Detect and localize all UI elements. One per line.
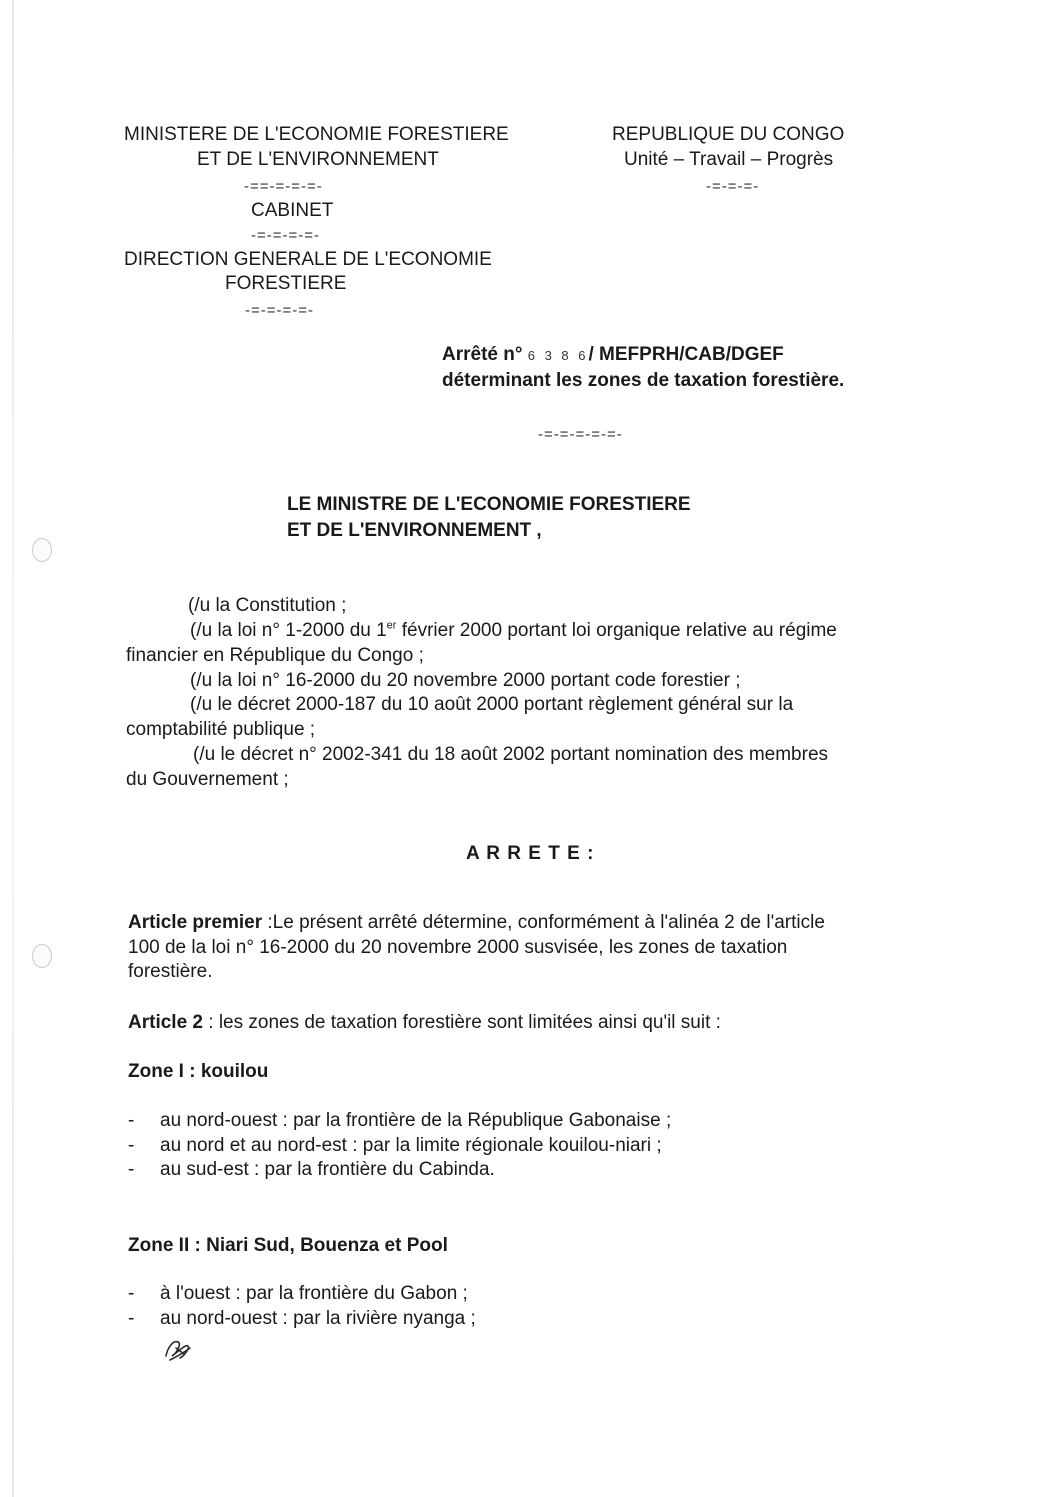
country-motto: Unité – Travail – Progrès [624, 149, 834, 170]
country-name: REPUBLIQUE DU CONGO [612, 124, 845, 145]
list-item-text: à l'ouest : par la frontière du Gabon ; [160, 1283, 468, 1304]
list-bullet: - [128, 1159, 135, 1180]
list-item [128, 1283, 468, 1305]
superscript: er [386, 619, 397, 632]
list-bullet: - [128, 1135, 135, 1156]
decree-number [442, 344, 784, 366]
separator: -=-=-=-=-=- [538, 426, 623, 443]
article-1-line2: 100 de la loi n° 16-2000 du 20 novembre 2000 susvisée, les zones de taxation [128, 937, 788, 958]
consideration-4: (/u le décret 2000-187 du 10 août 2000 portant règlement général sur la [190, 694, 794, 715]
consideration-5: (/u le décret n° 2002-341 du 18 août 2002 portant nomination des membres [193, 744, 829, 765]
minister-line1: LE MINISTRE DE L'ECONOMIE FORESTIERE [287, 494, 691, 515]
consideration-2-text: (/u la loi n° 1-2000 du 1 [190, 620, 387, 641]
article-2-label: Article 2 [128, 1012, 203, 1033]
ministry-line1: MINISTERE DE L'ECONOMIE FORESTIERE [124, 124, 509, 145]
minister-line2: ET DE L'ENVIRONNEMENT , [287, 520, 542, 541]
consideration-2-text-cont: février 2000 portant loi organique relative au régime [396, 620, 837, 641]
separator: -=-=-=-=- [245, 302, 315, 319]
consideration-5-continued: du Gouvernement ; [126, 769, 289, 790]
decree-subject: déterminant les zones de taxation forestière. [442, 370, 845, 391]
list-item-text: au nord et au nord-est : par la limite régionale kouilou-niari ; [160, 1135, 662, 1156]
list-bullet: - [128, 1283, 135, 1304]
list-item [128, 1110, 671, 1132]
separator: -=-=-=- [706, 178, 760, 195]
cabinet-label: CABINET [251, 200, 334, 221]
consideration-1: (/u la Constitution ; [188, 595, 347, 616]
direction-line2: FORESTIERE [225, 273, 347, 294]
punch-hole [32, 538, 52, 562]
ministry-line2: ET DE L'ENVIRONNEMENT [197, 149, 439, 170]
punch-hole [32, 944, 52, 968]
article-2 [128, 1012, 721, 1034]
separator: -==-=-=-=- [244, 178, 323, 195]
consideration-2 [190, 620, 837, 642]
list-bullet: - [128, 1110, 135, 1131]
direction-line1: DIRECTION GENERALE DE L'ECONOMIE [124, 249, 492, 270]
decree-prefix: Arrêté n° [442, 344, 523, 365]
list-item [128, 1308, 476, 1330]
consideration-2-continued: financier en République du Congo ; [126, 645, 424, 666]
article-1-text: :Le présent arrêté détermine, conformément à l'alinéa 2 de l'article [262, 912, 825, 933]
zone-2-title: Zone II : Niari Sud, Bouenza et Pool [128, 1235, 448, 1256]
decree-suffix: / MEFPRH/CAB/DGEF [588, 344, 784, 365]
list-item [128, 1135, 662, 1157]
list-item-text: au nord-ouest : par la frontière de la République Gabonaise ; [160, 1110, 672, 1131]
list-item [128, 1159, 495, 1181]
list-bullet: - [128, 1308, 135, 1329]
list-item-text: au sud-est : par la frontière du Cabinda. [160, 1159, 495, 1180]
scan-edge [12, 0, 14, 1497]
zone-1-title: Zone I : kouilou [128, 1061, 269, 1082]
article-1-line1 [128, 912, 825, 934]
decree-number-value: 6 3 8 6 [527, 348, 589, 363]
initials-signature [162, 1334, 196, 1364]
consideration-3: (/u la loi n° 16-2000 du 20 novembre 2000 portant code forestier ; [190, 670, 741, 691]
consideration-4-continued: comptabilité publique ; [126, 719, 316, 740]
article-1-label: Article premier [128, 912, 263, 933]
separator: -=-=-=-=- [251, 227, 321, 244]
arrete-heading: A R R E T E : [466, 843, 595, 864]
article-1-line3: forestière. [128, 961, 213, 982]
list-item-text: au nord-ouest : par la rivière nyanga ; [160, 1308, 476, 1329]
article-2-text: : les zones de taxation forestière sont limitées ainsi qu'il suit : [202, 1012, 721, 1033]
